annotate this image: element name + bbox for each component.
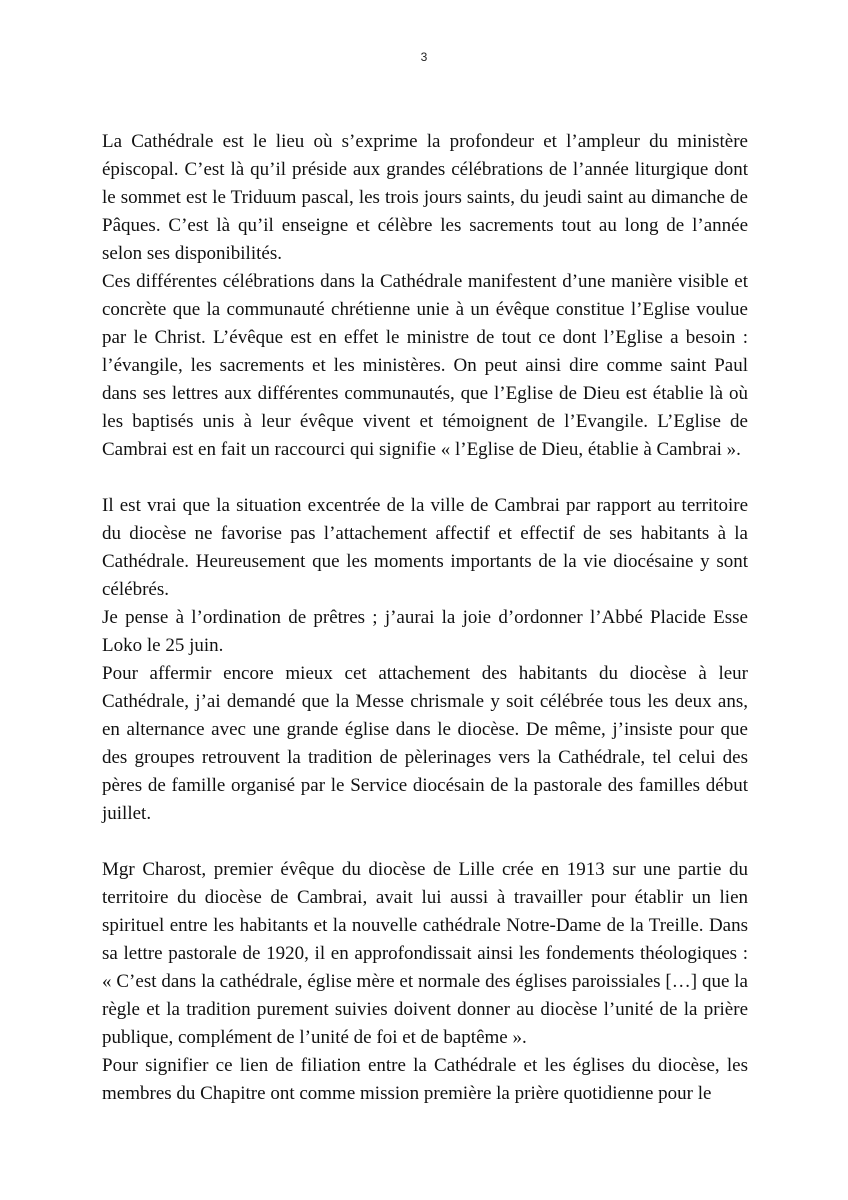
paragraph-celebrations: Ces différentes célébrations dans la Cathédrale manifestent d’une manière visible et concrète que la communauté chrétienne unie à un évêque constitue l’Eglise voulue par le Christ. L’évêque est en effet le ministre de tout ce dont l’Eglise a besoin : l’évangile, les sacrements et les ministères. On peut ainsi dire comme saint Paul dans ses lettres aux différentes communautés, que l’Eglise de Dieu est établie là où les baptisés unis à leur évêque vivent et témoignent de l’Evangile. L’Eglise de Cambrai est en fait un raccourci qui signifie « l’Eglise de Dieu, établie à Cambrai ». xyxy=(102,271,748,460)
paragraph-mgr-charost: Mgr Charost, premier évêque du diocèse de Lille crée en 1913 sur une partie du territoire du diocèse de Cambrai, avait lui aussi à travailler pour établir un lien spirituel entre les habitants et la nouvelle cathédrale Notre-Dame de la Treille. Dans sa lettre pastorale de 1920, il en approfondissait ainsi les fondements théologiques : « C’est dans la cathédrale, église mère et normale des églises paroissiales […] que la règle et la tradition purement suivies doivent donner au diocèse l’unité de la prière publique, complément de l’unité de foi et de baptême ». xyxy=(102,859,748,1048)
paragraph-spacer xyxy=(102,828,748,856)
paragraph-chapter: Pour signifier ce lien de filiation entre la Cathédrale et les églises du diocèse, les membres du Chapitre ont comme mission première la prière quotidienne pour le xyxy=(102,1055,748,1104)
paragraph-attachment: Pour affermir encore mieux cet attachement des habitants du diocèse à leur Cathédrale, j’ai demandé que la Messe chrismale y soit célébrée tous les deux ans, en alternance avec une grande église dans le diocèse. De même, j’insiste pour que des groupes retrouvent la tradition de pèlerinages vers la Cathédrale, tel celui des pères de famille organisé par le Service diocésain de la pastorale des familles début juillet. xyxy=(102,663,748,824)
paragraph-location: Il est vrai que la situation excentrée de la ville de Cambrai par rapport au territoire du diocèse ne favorise pas l’attachement affectif et effectif de ses habitants à la Cathédrale. Heureusement que les moments importants de la vie diocésaine y sont célébrés. xyxy=(102,495,748,600)
paragraph-spacer xyxy=(102,464,748,492)
paragraph-cathedral-role: La Cathédrale est le lieu où s’exprime la profondeur et l’ampleur du ministère épiscopal. C’est là qu’il préside aux grandes célébrations de l’année liturgique dont le sommet est le Triduum pascal, les trois jours saints, du jeudi saint au dimanche de Pâques. C’est là qu’il enseigne et célèbre les sacrements tout au long de l’année selon ses disponibilités. xyxy=(102,131,748,264)
document-body xyxy=(102,128,748,1108)
page-number: 3 xyxy=(420,50,428,64)
paragraph-ordination: Je pense à l’ordination de prêtres ; j’aurai la joie d’ordonner l’Abbé Placide Esse Loko le 25 juin. xyxy=(102,607,748,656)
